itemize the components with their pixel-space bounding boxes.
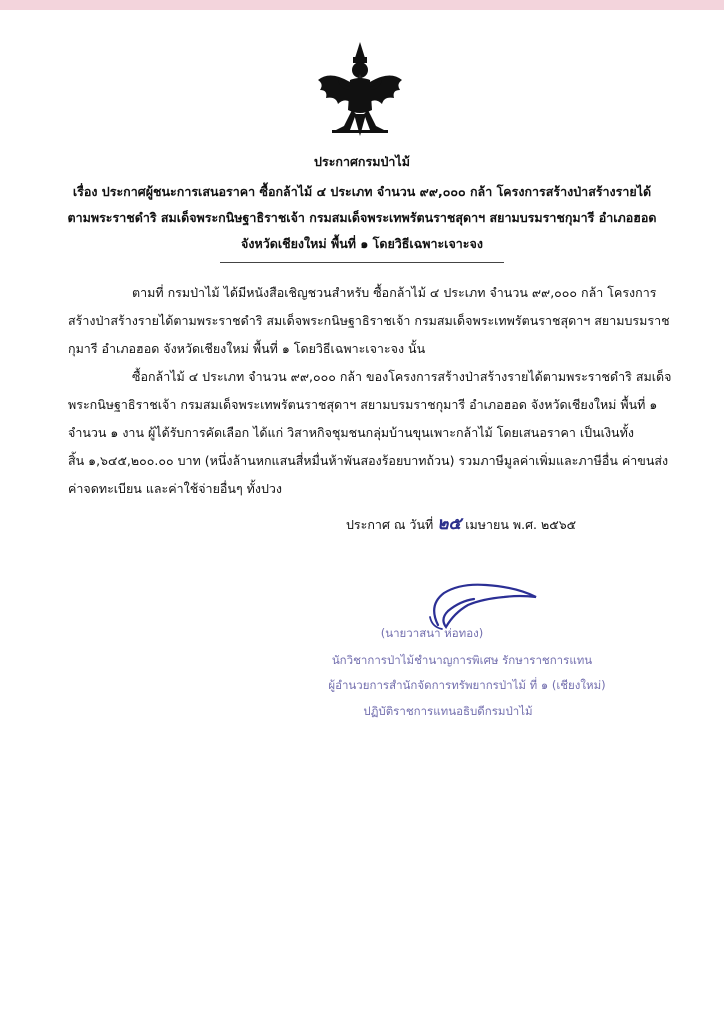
paragraph-2-line-3: จำนวน ๑ งาน ผู้ได้รับการคัดเลือก ได้แก่ วิสาหกิจชุมชนกลุ่มบ้านขุนเพาะกล้าไม้ โดยเสนอราคา เป็นเงินทั้ง bbox=[68, 425, 634, 440]
document-subject-line-2: ตามพระราชดำริ สมเด็จพระกนิษฐาธิราชเจ้า กรมสมเด็จพระเทพรัตนราชสุดาฯ สยามบรมราชกุมารี อำเภอฮอด bbox=[67, 210, 657, 225]
paragraph-2-line-2: พระกนิษฐาธิราชเจ้า กรมสมเด็จพระเทพรัตนราชสุดาฯ สยามบรมราชกุมารี อำเภอฮอด จังหวัดเชียงใหม่ พื้นที่ ๑ bbox=[68, 397, 658, 412]
garuda-emblem-icon bbox=[310, 40, 410, 140]
signatory-position-1: นักวิชาการป่าไม้ชำนาญการพิเศษ รักษาราชการแทน bbox=[331, 653, 593, 667]
document-subject-line-3: จังหวัดเชียงใหม่ พื้นที่ ๑ โดยวิธีเฉพาะเจาะจง bbox=[241, 236, 483, 251]
paragraph-1-line-3: กุมารี อำเภอฮอด จังหวัดเชียงใหม่ พื้นที่ ๑ โดยวิธีเฉพาะเจาะจง นั้น bbox=[68, 341, 426, 356]
signatory-position-3: ปฏิบัติราชการแทนอธิบดีกรมป่าไม้ bbox=[363, 704, 533, 718]
announcement-suffix: เมษายน พ.ศ. ๒๕๖๕ bbox=[465, 517, 577, 532]
signatory-name: (นายวาสนา ห่อทอง) bbox=[380, 626, 484, 640]
header-divider bbox=[220, 262, 504, 263]
paragraph-2-line-5: ค่าจดทะเบียน และค่าใช้จ่ายอื่นๆ ทั้งปวง bbox=[68, 481, 283, 496]
document-agency-title: ประกาศกรมป่าไม้ bbox=[314, 154, 410, 169]
document-subject-line-1: เรื่อง ประกาศผู้ชนะการเสนอราคา ซื้อกล้าไม้ ๔ ประเภท จำนวน ๙๙,๐๐๐ กล้า โครงการสร้างป่าสร้างรายได้ bbox=[72, 184, 652, 199]
announcement-prefix: ประกาศ ณ วันที่ bbox=[346, 517, 434, 532]
signatory-position-2: ผู้อำนวยการสำนักจัดการทรัพยากรป่าไม้ ที่ ๑ (เชียงใหม่) bbox=[328, 678, 606, 692]
announcement-date bbox=[346, 510, 576, 537]
paragraph-2-line-4: สิ้น ๑,๖๔๕,๒๐๐.๐๐ บาท (หนึ่งล้านหกแสนสี่หมื่นห้าพันสองร้อยบาทถ้วน) รวมภาษีมูลค่าเพิ่มและภาษีอื่น ค่าขนส่ง bbox=[68, 453, 669, 468]
handwritten-day: ๒๕ bbox=[437, 514, 462, 534]
paragraph-1-line-2: สร้างป่าสร้างรายได้ตามพระราชดำริ สมเด็จพระกนิษฐาธิราชเจ้า กรมสมเด็จพระเทพรัตนราชสุดาฯ สยามบรมราช bbox=[68, 313, 670, 328]
paragraph-1-line-1: ตามที่ กรมป่าไม้ ได้มีหนังสือเชิญชวนสำหรับ ซื้อกล้าไม้ ๔ ประเภท จำนวน ๙๙,๐๐๐ กล้า โครงการ bbox=[132, 285, 657, 300]
paragraph-2-line-1: ซื้อกล้าไม้ ๔ ประเภท จำนวน ๙๙,๐๐๐ กล้า ของโครงการสร้างป่าสร้างรายได้ตามพระราชดำริ สมเด็จ bbox=[132, 369, 672, 384]
